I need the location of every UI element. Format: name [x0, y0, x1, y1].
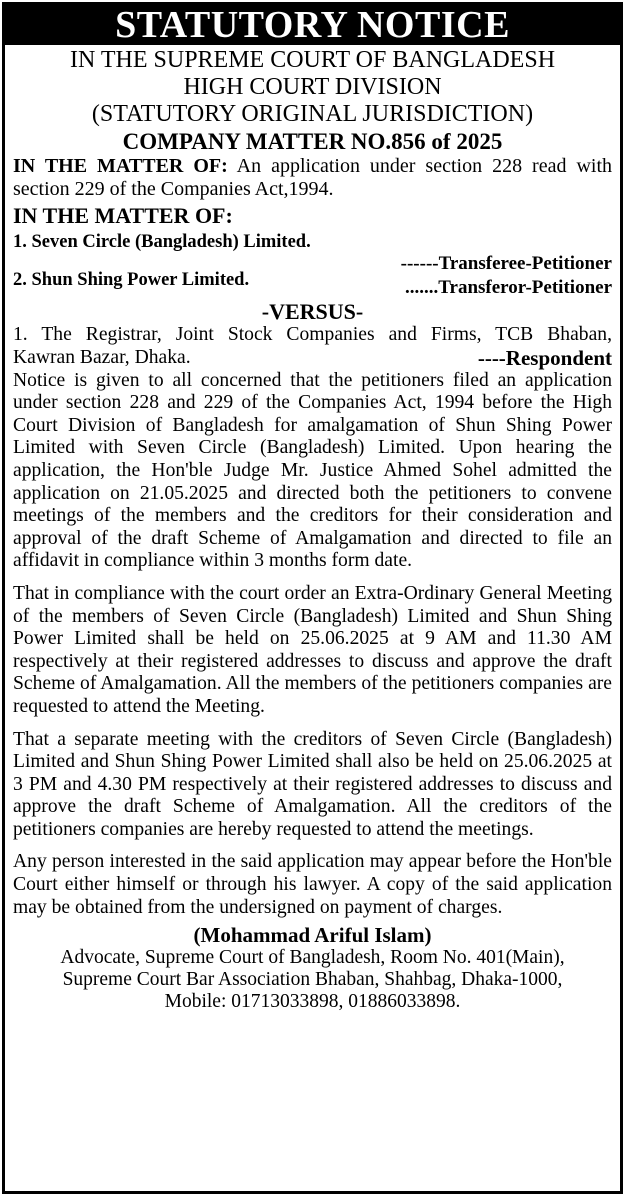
court-jurisdiction: (STATUTORY ORIGINAL JURISDICTION): [91, 101, 534, 127]
matter-application: [13, 155, 612, 201]
party-transferee: 1. Seven Circle (Bangladesh) Limited.: [13, 232, 311, 252]
party-transferor: 2. Shun Shing Power Limited.: [13, 270, 250, 290]
advocate-name: (Mohammad Ariful Islam): [193, 923, 432, 948]
versus-heading: -VERSUS-: [261, 299, 364, 324]
statutory-notice: [2, 2, 623, 1194]
advocate-mobile: Mobile: 01713033898, 01886033898.: [164, 991, 461, 1013]
respondent-row: [13, 347, 612, 370]
party-row: [13, 252, 612, 300]
transferee-role: ------Transferee-Petitioner: [400, 253, 612, 274]
advocate-address: Supreme Court Bar Association Bhaban, Shahbag, Dhaka-1000,: [62, 969, 563, 991]
respondent-role: ----Respondent: [477, 345, 612, 370]
matter-parties-label: IN THE MATTER OF:: [13, 203, 233, 228]
court-name: IN THE SUPREME COURT OF BANGLADESH: [69, 47, 556, 73]
notice-paragraph-3: That a separate meeting with the creditors of Seven Circle (Bangladesh) Limited and Shun Shing Power Limited shall also be held on 25.06.2025 at 3 PM and 4.30 PM respectively at their registered addresses to discuss and approve the draft Scheme of Amalgamation. All the creditors of the petitioners companies are hereby requested to attend the meetings.: [13, 728, 612, 840]
matter-text: An application under section 228 read with section 229 of the Companies Act,1994.: [13, 155, 612, 200]
advocate-title: Advocate, Supreme Court of Bangladesh, Room No. 401(Main),: [60, 947, 565, 969]
respondent-address: Kawran Bazar, Dhaka.: [13, 347, 191, 368]
matter-label: IN THE MATTER OF:: [13, 155, 228, 177]
party-roles: [401, 252, 612, 300]
notice-banner: STATUTORY NOTICE: [5, 5, 620, 45]
notice-paragraph-2: That in compliance with the court order an Extra-Ordinary General Meeting of the members of Seven Circle (Bangladesh) Limited and Shun Shing Power Limited shall be held on 25.06.2025 at 9 AM and 11.30 AM respectively at their registered addresses to discuss and approve the draft Scheme of Amalgamation. All the members of the petitioners companies are requested to attend the Meeting.: [13, 582, 612, 717]
notice-paragraph-4: Any person interested in the said application may appear before the Hon'ble Court either himself or through his lawyer. A copy of the said application may be obtained from the undersigned on payment of charges.: [13, 851, 612, 918]
company-matter-number: COMPANY MATTER NO.856 of 2025: [122, 129, 503, 154]
notice-paragraph-1: Notice is given to all concerned that the petitioners filed an application under section 228 and 229 of the Companies Act, 1994 before the High Court Division of Bangladesh for amalgamation of Shun Shing Power Limited with Seven Circle (Bangladesh) Limited. Upon hearing the application, the Hon'ble Judge Mr. Justice Ahmed Sohel admitted the application on 21.05.2025 and directed both the petitioners to convene meetings of the members and the creditors for their consideration and approval of the draft Scheme of Amalgamation and directed to file an affidavit in compliance within 3 months form date.: [13, 369, 612, 572]
notice-body: [5, 155, 620, 1013]
respondent-line1: 1. The Registrar, Joint Stock Companies and Firms, TCB Bhaban,: [13, 324, 612, 345]
court-division: HIGH COURT DIVISION: [183, 74, 442, 100]
transferor-role: .......Transferor-Petitioner: [405, 277, 612, 298]
